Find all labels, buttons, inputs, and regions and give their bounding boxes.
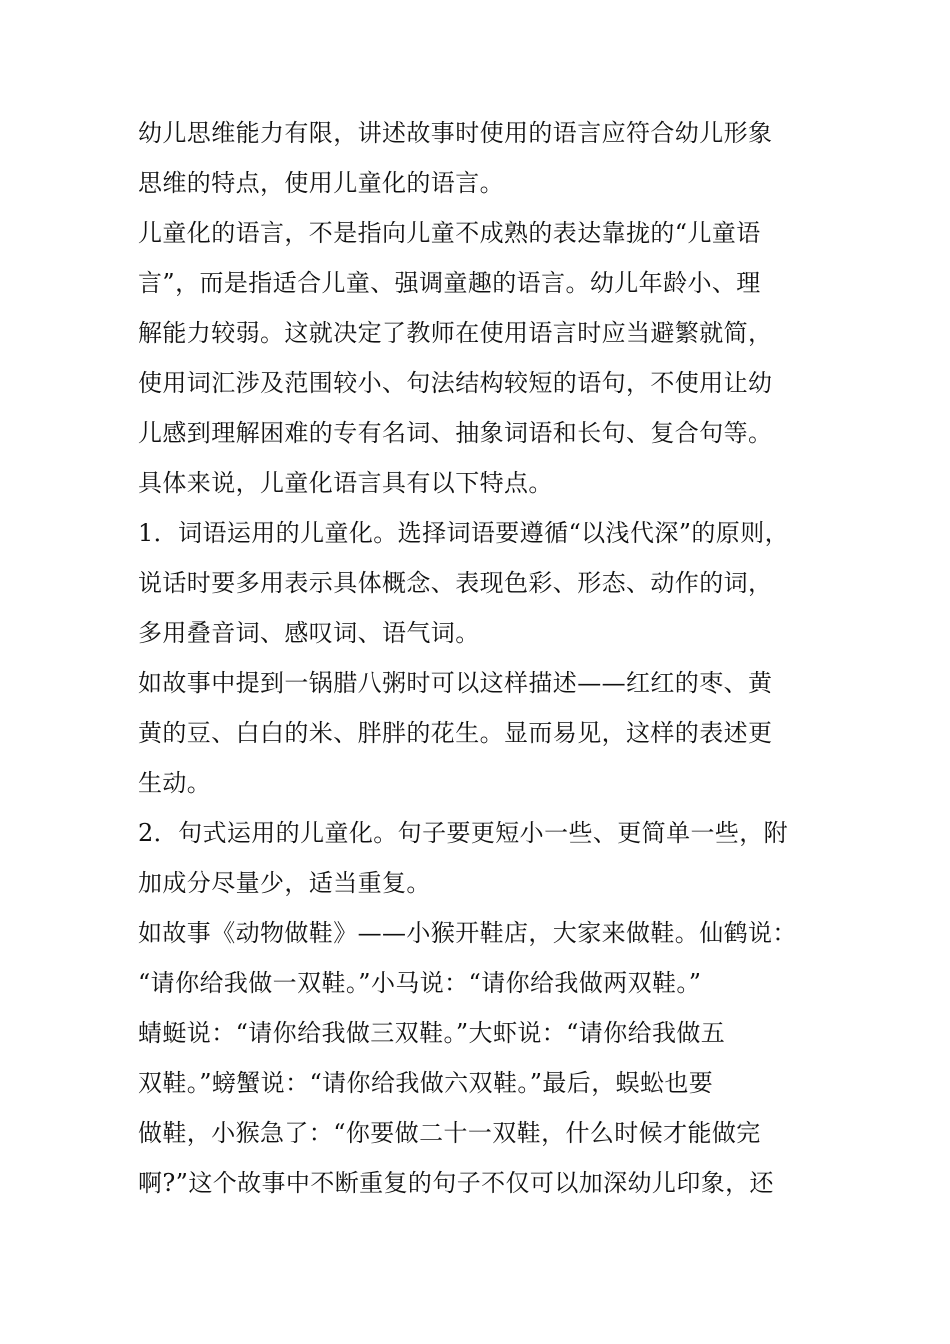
text-line: 幼儿思维能力有限，讲述故事时使用的语言应符合幼儿形象 [138, 119, 773, 147]
text-line: 1．词语运用的儿童化。选择词语要遵循“以浅代深”的原则， [138, 519, 790, 547]
text-line: 啊?”这个故事中不断重复的句子不仅可以加深幼儿印象，还 [138, 1169, 774, 1197]
text-line: 思维的特点，使用儿童化的语言。 [138, 169, 504, 197]
text-line: 黄的豆、白白的米、胖胖的花生。显而易见，这样的表述更 [138, 719, 773, 747]
text-line: 言”，而是指适合儿童、强调童趣的语言。幼儿年龄小、理 [138, 269, 761, 297]
text-line: 多用叠音词、感叹词、语气词。 [138, 619, 480, 647]
text-line: 具体来说，儿童化语言具有以下特点。 [138, 469, 553, 497]
text-line: 儿童化的语言，不是指向儿童不成熟的表达靠拢的“儿童语 [138, 219, 761, 247]
text-line: 蜻蜓说：“请你给我做三双鞋。”大虾说：“请你给我做五 [138, 1019, 726, 1047]
text-line: 说话时要多用表示具体概念、表现色彩、形态、动作的词， [138, 569, 773, 597]
text-line: “请你给我做一双鞋。”小马说：“请你给我做两双鞋。” [138, 969, 702, 997]
text-line: 解能力较弱。这就决定了教师在使用语言时应当避繁就简， [138, 319, 773, 347]
text-line: 做鞋，小猴急了：“你要做二十一双鞋，什么时候才能做完 [138, 1119, 761, 1147]
text-line: 2．句式运用的儿童化。句子要更短小一些、更简单一些，附 [138, 819, 789, 847]
text-line: 使用词汇涉及范围较小、句法结构较短的语句，不使用让幼 [138, 369, 773, 397]
text-line: 加成分尽量少，适当重复。 [138, 869, 431, 897]
text-line: 生动。 [138, 769, 212, 797]
text-line: 儿感到理解困难的专有名词、抽象词语和长句、复合句等。 [138, 419, 773, 447]
text-line: 如故事《动物做鞋》——小猴开鞋店，大家来做鞋。仙鹤说： [138, 919, 797, 947]
text-line: 双鞋。”螃蟹说：“请你给我做六双鞋。”最后，蜈蚣也要 [138, 1069, 714, 1097]
text-line: 如故事中提到一锅腊八粥时可以这样描述——红红的枣、黄 [138, 669, 773, 697]
